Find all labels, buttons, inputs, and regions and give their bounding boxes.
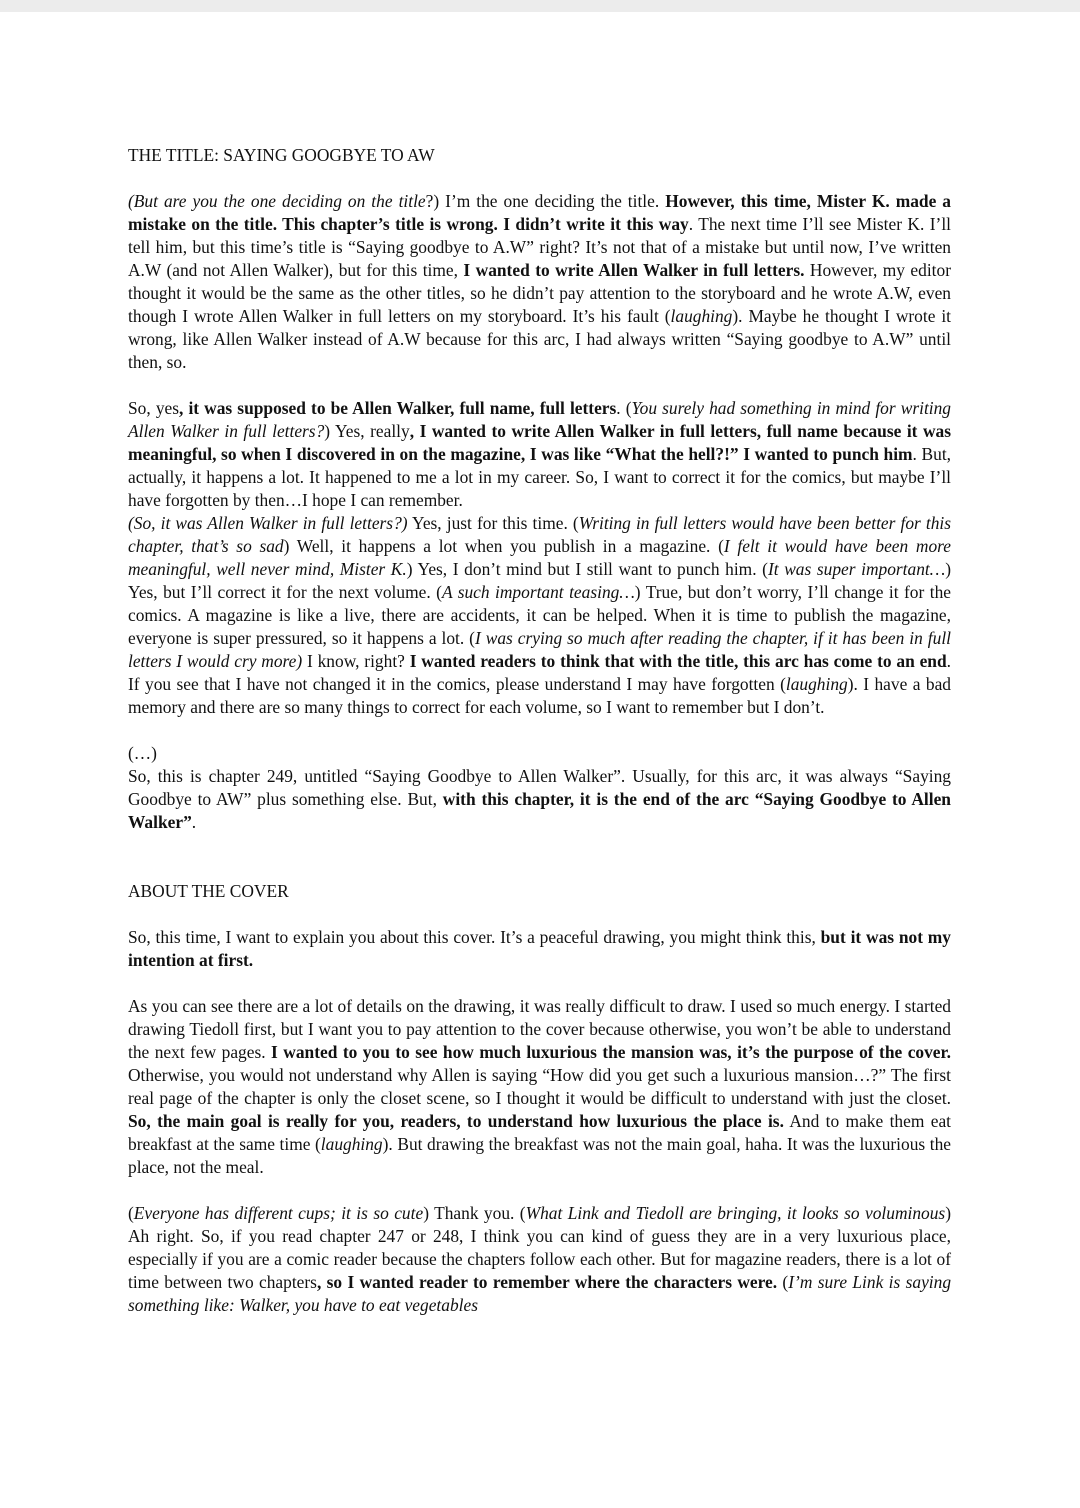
paragraph-cover-2 xyxy=(128,995,951,1179)
paragraph-title-2 xyxy=(128,397,951,719)
italic-text-run: It was super important… xyxy=(767,559,946,579)
text-run: . ( xyxy=(616,398,632,418)
text-run: . xyxy=(191,812,197,832)
paragraph-cover-1 xyxy=(128,926,951,972)
italic-text-run: laughing xyxy=(320,1134,383,1154)
text-run: (…) xyxy=(128,743,157,763)
italic-text-run: Everyone has different cups; it is so cute xyxy=(133,1203,424,1223)
bold-text-run: I wanted to write Allen Walker in full letters. xyxy=(463,260,805,280)
text-run: ?) I’m the one deciding the title. xyxy=(425,191,666,211)
text-run: As you can see there are a lot of details on the drawing, it was really difficult to draw. I used so much energy. I started drawing Tiedoll first, but I want you to pay attention to the cover because otherwise, you won’t be able to understand the next few pages. xyxy=(128,996,951,1062)
italic-text-run: Writing in full letters would have been better for this chapter, that’s so sad xyxy=(128,513,952,556)
italic-text-run: I felt it would have been more meaningful, well never mind, Mister K. xyxy=(128,536,951,579)
italic-text-run: What Link and Tiedoll are bringing, it looks so voluminous xyxy=(525,1203,946,1223)
top-toolbar-strip xyxy=(0,0,1080,12)
text-run: ) Well, it happens a lot when you publish in a magazine. ( xyxy=(283,536,724,556)
text-run: Otherwise, you would not understand why Allen is saying “How did you get such a luxurious mansion…?” The first real page of the chapter is only the closet scene, so I thought it would be difficult to understand with just the closet. xyxy=(128,1065,951,1108)
paragraph-title-1 xyxy=(128,190,951,374)
text-run: However, my editor thought it would be the same as the other titles, so he didn’t pay attention to the storyboard and he wrote A.W, even though I wrote Allen Walker in full letters on my storyboard. It’s his fault ( xyxy=(128,260,951,326)
text-run: ) Thank you. ( xyxy=(423,1203,526,1223)
text-run: . The next time I’ll see Mister K. I’ll tell him, but this time’s title is “Saying goodbye to A.W” right? It’s not that of a mistake but until now, I’ve written A.W (and not Allen Walker), but for this time, xyxy=(128,214,951,280)
bold-text-run: However, this time, Mister K. made a mistake on the title. This chapter’s title is wrong. I didn’t write it this way xyxy=(128,191,951,234)
italic-text-run: I was crying so much after reading the chapter, if it has been in full letters I would cry more) xyxy=(128,628,951,671)
text-run: ( xyxy=(777,1272,789,1292)
bold-text-run: but it was not my intention at first. xyxy=(128,927,951,970)
bold-text-run: I wanted readers to think that with the title, this arc has come to an end xyxy=(409,651,947,671)
paragraph-cover-3 xyxy=(128,1202,951,1317)
section-heading-title: THE TITLE: SAYING GOOGBYE TO AW xyxy=(128,145,435,165)
bold-text-run: , it was supposed to be Allen Walker, full name, full letters xyxy=(179,398,617,418)
text-run: So, yes xyxy=(128,398,179,418)
italic-text-run: A such important teasing… xyxy=(441,582,635,602)
bold-text-run: , I wanted to write Allen Walker in full letters, full name because it was meaningful, so when I discovered in on the magazine, I was like “What the hell?!” I wanted to punch him xyxy=(128,421,951,464)
text-run: . If you see that I have not changed it in the comics, please understand I may have forgotten ( xyxy=(128,651,951,694)
paragraph-title-3 xyxy=(128,742,951,834)
text-run: ) Yes, but I’ll correct it for the next volume. ( xyxy=(128,559,951,602)
text-run: ) Ah right. So, if you read chapter 247 or 248, I think you can kind of guess they are in a very luxurious place, especially if you are a comic reader because the chapters follow each other. But for magazine readers, there is a lot of time between two chapters xyxy=(128,1203,951,1292)
text-run: ( xyxy=(128,1203,134,1223)
italic-text-run: You surely had something in mind for writing Allen Walker in full letters? xyxy=(128,398,952,441)
text-run: ) True, but don’t worry, I’ll change it for the comics. A magazine is like a live, there are accidents, it can be helped. When it is time to publish the magazine, everyone is super pressured, so it happens a lot. ( xyxy=(128,582,951,648)
bold-text-run: , so I wanted reader to remember where the characters were. xyxy=(316,1272,778,1292)
text-run: ). Maybe he thought I wrote it wrong, like Allen Walker instead of A.W because for this arc, I had always written “Saying goodbye to A.W” until then, so. xyxy=(128,306,952,372)
text-run: And to make them eat breakfast at the same time ( xyxy=(128,1111,951,1154)
text-run: So, this time, I want to explain you about this cover. It’s a peaceful drawing, you might think this, xyxy=(128,927,821,947)
text-run: Yes, just for this time. ( xyxy=(407,513,579,533)
document-body xyxy=(128,144,951,1317)
text-run: ). But drawing the breakfast was not the main goal, haha. It was the luxurious the place, not the meal. xyxy=(128,1134,951,1177)
text-run: ). I have a bad memory and there are so many things to correct for each volume, so I want to remember but I don’t. xyxy=(128,674,951,717)
text-run: ) Yes, really xyxy=(324,421,410,441)
bold-text-run: So, the main goal is really for you, readers, to understand how luxurious the place is. xyxy=(128,1111,784,1131)
italic-text-run: laughing xyxy=(670,306,733,326)
italic-text-run: laughing xyxy=(785,674,848,694)
italic-text-run: (So, it was Allen Walker in full letters?) xyxy=(128,513,408,533)
text-run: . But, actually, it happens a lot. It happened to me a lot in my career. So, I want to correct it for the comics, but maybe I’ll have forgotten by then…I hope I can remember. xyxy=(128,444,951,510)
text-run: ) Yes, I don’t mind but I still want to punch him. ( xyxy=(406,559,768,579)
bold-text-run: with this chapter, it is the end of the arc “Saying Goodbye to Allen Walker” xyxy=(128,789,951,832)
section-heading-cover: ABOUT THE COVER xyxy=(128,881,289,901)
document-page xyxy=(0,12,1080,1508)
italic-text-run: I’m sure Link is saying something like: Walker, you have to eat vegetables xyxy=(128,1272,952,1315)
bold-text-run: I wanted to you to see how much luxurious the mansion was, it’s the purpose of the cover. xyxy=(271,1042,951,1062)
text-run: So, this is chapter 249, untitled “Saying Goodbye to Allen Walker”. Usually, for this arc, it was always “Saying Goodbye to AW” plus something else. But, xyxy=(128,766,951,809)
text-run: I know, right? xyxy=(302,651,410,671)
italic-text-run: (But are you the one deciding on the title xyxy=(128,191,426,211)
